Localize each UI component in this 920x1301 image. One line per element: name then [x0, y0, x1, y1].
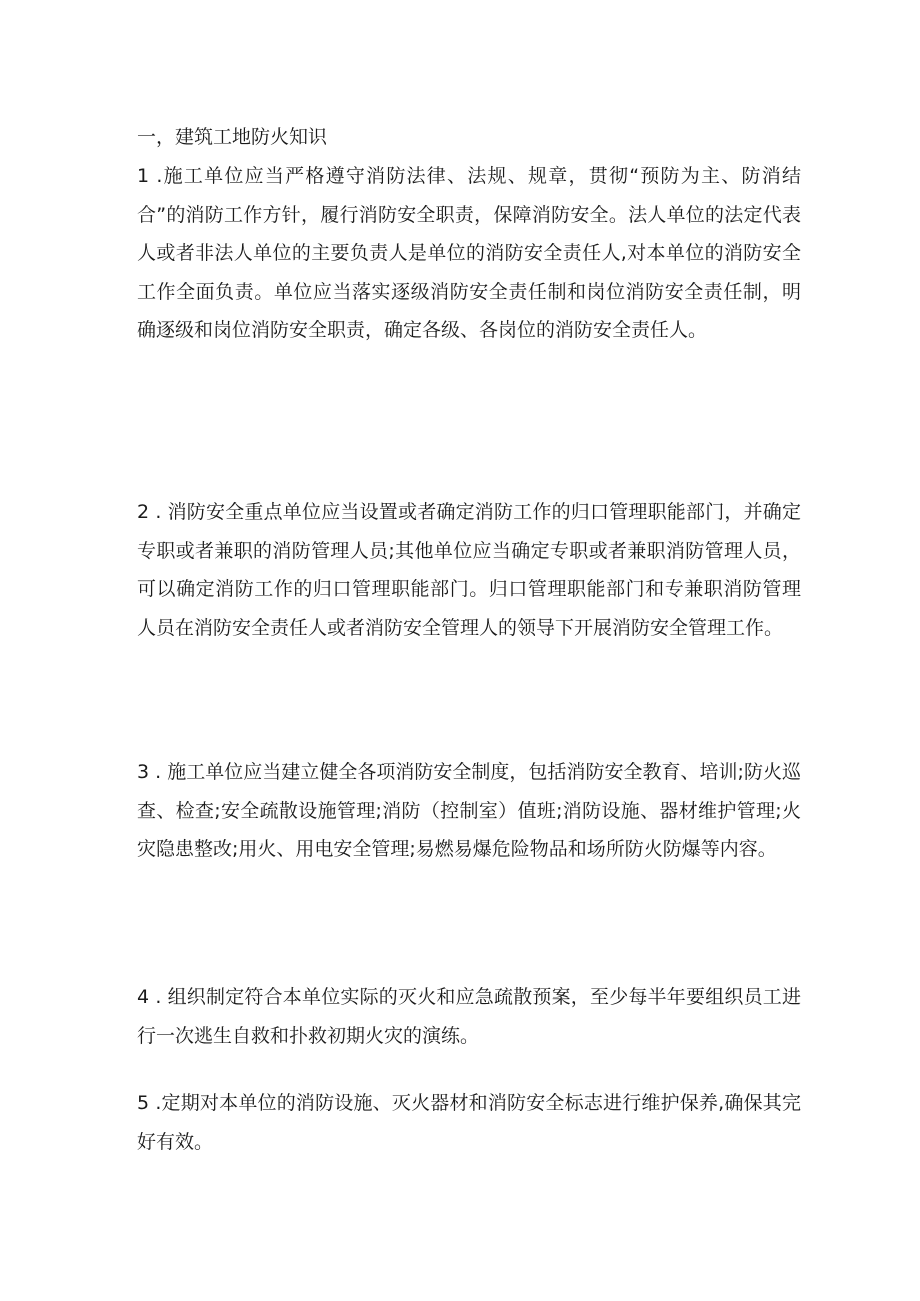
- paragraph-4: 4 . 组织制定符合本单位实际的灭火和应急疏散预案，至少每半年要组织员工进行一次逃生自救和扑救初期火灾的演练。: [137, 986, 801, 1047]
- section-heading: 一，建筑工地防火知识: [137, 126, 328, 148]
- paragraph-2: 2 . 消防安全重点单位应当设置或者确定消防工作的归口管理职能部门，并确定专职或者兼职的消防管理人员;其他单位应当确定专职或者兼职消防管理人员，可以确定消防工作的归口管理职能部门。归口管理职能部门和专兼职消防管理人员在消防安全责任人或者消防安全管理人的领导下开展消防安全管理工作。: [137, 501, 801, 639]
- paragraph-3: 3 . 施工单位应当建立健全各项消防安全制度，包括消防安全教育、培训;防火巡查、检查;安全疏散设施管理;消防（控制室）值班;消防设施、器材维护管理;火灾隐患整改;用火、用电安全管理;易燃易爆危险物品和场所防火防爆等内容。: [137, 761, 801, 860]
- paragraph-5: 5 .定期对本单位的消防设施、灭火器材和消防安全标志进行维护保养,确保其完好有效。: [137, 1092, 801, 1153]
- paragraph-1: 1 .施工单位应当严格遵守消防法律、法规、规章，贯彻“预防为主、防消结合”的消防工作方针，履行消防安全职责，保障消防安全。法人单位的法定代表人或者非法人单位的主要负责人是单位的消防安全责任人,对本单位的消防安全工作全面负责。单位应当落实逐级消防安全责任制和岗位消防安全责任制，明确逐级和岗位消防安全职责，确定各级、各岗位的消防安全责任人。: [137, 165, 801, 341]
